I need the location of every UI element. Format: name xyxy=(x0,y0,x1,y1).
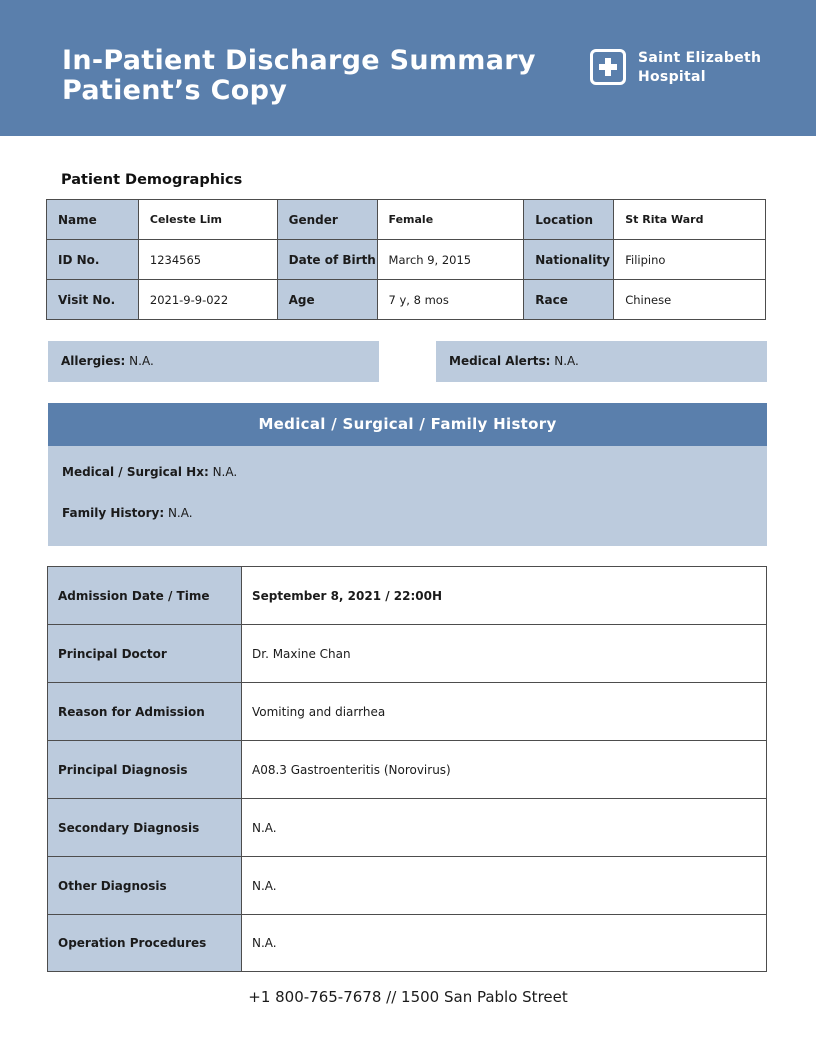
secondary-diagnosis-label: Secondary Diagnosis xyxy=(48,799,242,857)
principal-diagnosis-value: A08.3 Gastroenteritis (Norovirus) xyxy=(242,741,767,799)
title-line-1: In-Patient Discharge Summary xyxy=(62,45,536,76)
age-label: Age xyxy=(277,280,377,320)
other-diagnosis-label: Other Diagnosis xyxy=(48,857,242,915)
reason-label: Reason for Admission xyxy=(48,683,242,741)
id-value: 1234565 xyxy=(138,240,277,280)
header-banner xyxy=(0,0,816,136)
race-label: Race xyxy=(524,280,614,320)
nationality-label: Nationality xyxy=(524,240,614,280)
admission-date-label: Admission Date / Time xyxy=(48,567,242,625)
table-row xyxy=(48,567,767,625)
demographics-title: Patient Demographics xyxy=(61,172,243,188)
dob-value: March 9, 2015 xyxy=(377,240,524,280)
allergies-box xyxy=(48,341,379,382)
footer-contact: +1 800-765-7678 // 1500 San Pablo Street xyxy=(248,988,568,1006)
other-diagnosis-value: N.A. xyxy=(242,857,767,915)
family-history xyxy=(62,506,193,520)
family-history-value: N.A. xyxy=(164,506,193,520)
demographics-table xyxy=(46,199,766,320)
table-row xyxy=(48,741,767,799)
location-value: St Rita Ward xyxy=(614,200,766,240)
gender-label: Gender xyxy=(277,200,377,240)
hospital-name-line-2: Hospital xyxy=(638,69,706,85)
principal-doctor-label: Principal Doctor xyxy=(48,625,242,683)
medical-alerts-value: N.A. xyxy=(550,354,579,368)
name-value: Celeste Lim xyxy=(138,200,277,240)
medical-alerts-box xyxy=(436,341,767,382)
table-row xyxy=(48,625,767,683)
admission-table xyxy=(47,566,767,972)
family-history-label: Family History: xyxy=(62,506,165,520)
secondary-diagnosis-value: N.A. xyxy=(242,799,767,857)
table-row xyxy=(48,857,767,915)
history-title: Medical / Surgical / Family History xyxy=(48,403,767,446)
gender-value: Female xyxy=(377,200,524,240)
table-row xyxy=(48,799,767,857)
allergies-label: Allergies: xyxy=(61,354,126,368)
principal-doctor-value: Dr. Maxine Chan xyxy=(242,625,767,683)
title-line-2: Patient’s Copy xyxy=(62,75,288,106)
cross-icon xyxy=(590,49,626,85)
location-label: Location xyxy=(524,200,614,240)
table-row xyxy=(47,200,766,240)
name-label: Name xyxy=(47,200,139,240)
hx-value: N.A. xyxy=(208,465,238,479)
table-row xyxy=(48,915,767,972)
history-panel xyxy=(48,446,767,546)
operation-procedures-value: N.A. xyxy=(242,915,767,972)
admission-date-value: September 8, 2021 / 22:00H xyxy=(242,567,767,625)
principal-diagnosis-label: Principal Diagnosis xyxy=(48,741,242,799)
race-value: Chinese xyxy=(614,280,766,320)
medical-surgical-hx xyxy=(62,465,237,479)
dob-label: Date of Birth xyxy=(277,240,377,280)
reason-value: Vomiting and diarrhea xyxy=(242,683,767,741)
table-row xyxy=(47,240,766,280)
hx-label: Medical / Surgical Hx: xyxy=(62,465,209,479)
hospital-name-line-1: Saint Elizabeth xyxy=(638,50,762,66)
id-label: ID No. xyxy=(47,240,139,280)
age-value: 7 y, 8 mos xyxy=(377,280,524,320)
allergies-value: N.A. xyxy=(125,354,154,368)
table-row xyxy=(48,683,767,741)
visit-value: 2021-9-9-022 xyxy=(138,280,277,320)
visit-label: Visit No. xyxy=(47,280,139,320)
table-row xyxy=(47,280,766,320)
hospital-name xyxy=(638,49,798,87)
medical-alerts-label: Medical Alerts: xyxy=(449,354,551,368)
nationality-value: Filipino xyxy=(614,240,766,280)
document-title xyxy=(62,46,536,106)
operation-procedures-label: Operation Procedures xyxy=(48,915,242,972)
